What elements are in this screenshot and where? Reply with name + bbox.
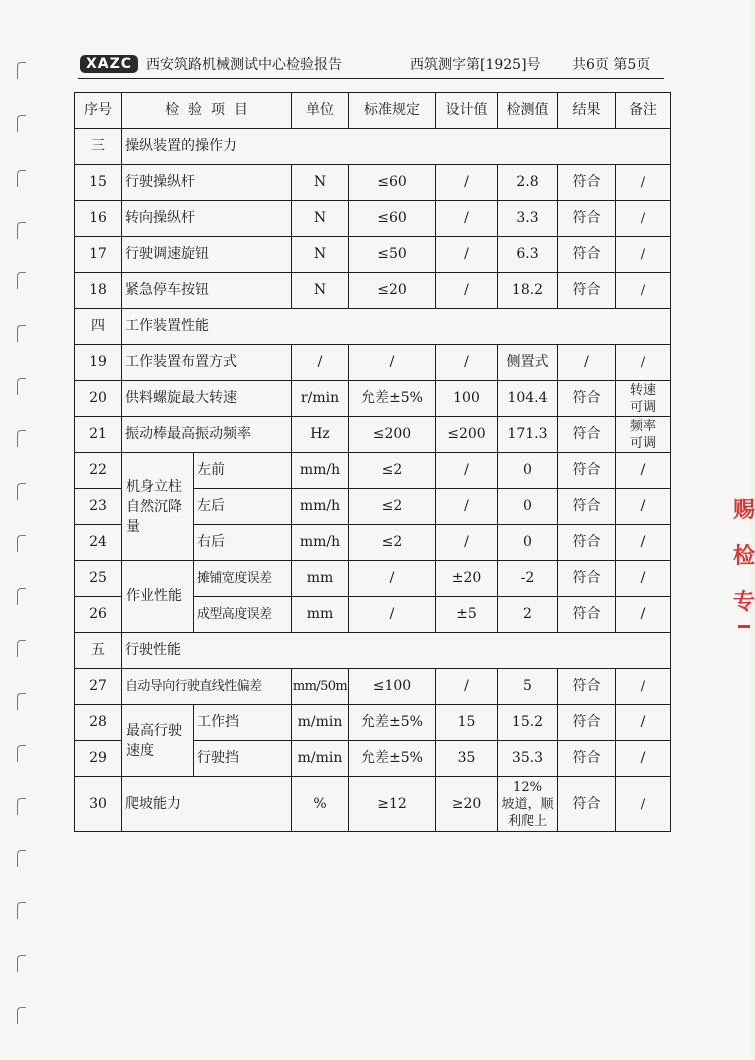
- binding-hole: [17, 115, 26, 132]
- col-header-unit: 单位: [292, 93, 349, 129]
- row-result: 符合: [558, 705, 616, 741]
- row-no: 17: [75, 237, 122, 273]
- col-header-note: 备注: [616, 93, 671, 129]
- row-result: 符合: [558, 489, 616, 525]
- table-header-row: [75, 93, 671, 129]
- row-no: 23: [75, 489, 122, 525]
- row-no: 25: [75, 561, 122, 597]
- row-design: /: [436, 345, 498, 381]
- row-no: 22: [75, 453, 122, 489]
- row-item: 行驶调速旋钮: [122, 237, 292, 273]
- binding-hole: [17, 1007, 26, 1024]
- row-result: 符合: [558, 561, 616, 597]
- binding-hole: [17, 850, 26, 867]
- report-number: 西筑测字第[1925]号: [410, 57, 541, 73]
- col-header-standard: 标准规定: [349, 93, 436, 129]
- row-standard: ≤20: [349, 273, 436, 309]
- row-no: 18: [75, 273, 122, 309]
- row-subitem: 左后: [194, 489, 292, 525]
- red-stamp-fragment: 赐 检 专: [733, 498, 755, 615]
- row-unit: m/min: [292, 741, 349, 777]
- group-label-speed: 最高行驶速度: [122, 705, 194, 777]
- row-measured: 18.2: [498, 273, 558, 309]
- row-note: /: [616, 345, 671, 381]
- binding-hole: [17, 378, 26, 395]
- table-row: [75, 453, 671, 489]
- row-standard: ≤2: [349, 453, 436, 489]
- row-design: /: [436, 489, 498, 525]
- row-design: /: [436, 669, 498, 705]
- row-result: 符合: [558, 453, 616, 489]
- page-info: 共6页 第5页: [572, 57, 651, 73]
- row-standard: ≤200: [349, 417, 436, 453]
- row-note: /: [616, 597, 671, 633]
- row-design: /: [436, 237, 498, 273]
- row-note: /: [616, 561, 671, 597]
- row-measured: 2.8: [498, 165, 558, 201]
- row-unit: Hz: [292, 417, 349, 453]
- row-standard: /: [349, 345, 436, 381]
- row-design: 15: [436, 705, 498, 741]
- row-note: /: [616, 453, 671, 489]
- section-title: 操纵装置的操作力: [122, 129, 671, 165]
- stamp-mark: [738, 625, 750, 628]
- section-row: [75, 129, 671, 165]
- row-standard: ≥12: [349, 777, 436, 832]
- row-note: 频率 可调: [616, 417, 671, 453]
- binding-hole: [17, 535, 26, 552]
- row-measured: 2: [498, 597, 558, 633]
- table-row: [75, 669, 671, 705]
- row-standard: /: [349, 561, 436, 597]
- row-design: /: [436, 273, 498, 309]
- row-design: /: [436, 165, 498, 201]
- table-row: [75, 165, 671, 201]
- binding-hole: [17, 222, 26, 239]
- row-unit: /: [292, 345, 349, 381]
- row-standard: ≤60: [349, 165, 436, 201]
- row-subitem: 行驶挡: [194, 741, 292, 777]
- row-standard: 允差±5%: [349, 705, 436, 741]
- row-standard: ≤60: [349, 201, 436, 237]
- row-design: /: [436, 453, 498, 489]
- group-label-operation: 作业性能: [122, 561, 194, 633]
- row-unit: m/min: [292, 705, 349, 741]
- row-measured: 0: [498, 453, 558, 489]
- row-note: /: [616, 669, 671, 705]
- row-result: 符合: [558, 525, 616, 561]
- binding-hole: [17, 170, 26, 187]
- col-header-design: 设计值: [436, 93, 498, 129]
- binding-hole: [17, 588, 26, 605]
- row-item: 供料螺旋最大转速: [122, 381, 292, 417]
- binding-hole: [17, 745, 26, 762]
- section-title: 工作装置性能: [122, 309, 671, 345]
- row-standard: 允差±5%: [349, 741, 436, 777]
- row-item: 紧急停车按钮: [122, 273, 292, 309]
- row-note: /: [616, 273, 671, 309]
- row-note: /: [616, 777, 671, 832]
- row-note: /: [616, 201, 671, 237]
- row-unit: r/min: [292, 381, 349, 417]
- row-unit: mm/50m: [292, 669, 349, 705]
- inspection-table: [74, 92, 671, 832]
- row-item: 振动棒最高振动频率: [122, 417, 292, 453]
- row-measured: 12% 坡道，顺 利爬上: [498, 777, 558, 832]
- row-design: ≤200: [436, 417, 498, 453]
- row-unit: N: [292, 273, 349, 309]
- row-unit: N: [292, 165, 349, 201]
- row-result: 符合: [558, 417, 616, 453]
- row-design: ±5: [436, 597, 498, 633]
- row-no: 15: [75, 165, 122, 201]
- row-item: 工作装置布置方式: [122, 345, 292, 381]
- table-row: [75, 237, 671, 273]
- row-design: ±20: [436, 561, 498, 597]
- row-no: 21: [75, 417, 122, 453]
- row-item: 自动导向行驶直线性偏差: [122, 669, 292, 705]
- row-result: 符合: [558, 273, 616, 309]
- row-design: /: [436, 201, 498, 237]
- row-subitem: 成型高度误差: [194, 597, 292, 633]
- row-result: 符合: [558, 201, 616, 237]
- row-result: 符合: [558, 237, 616, 273]
- row-no: 19: [75, 345, 122, 381]
- binding-hole: [17, 902, 26, 919]
- table-row: [75, 705, 671, 741]
- row-no: 16: [75, 201, 122, 237]
- binding-hole: [17, 272, 26, 289]
- row-standard: 允差±5%: [349, 381, 436, 417]
- section-no: 三: [75, 129, 122, 165]
- table-row: [75, 345, 671, 381]
- row-unit: N: [292, 237, 349, 273]
- row-standard: ≤2: [349, 489, 436, 525]
- row-result: 符合: [558, 741, 616, 777]
- section-row: [75, 309, 671, 345]
- section-no: 五: [75, 633, 122, 669]
- row-standard: ≤50: [349, 237, 436, 273]
- binding-hole: [17, 325, 26, 342]
- row-unit: mm/h: [292, 525, 349, 561]
- row-measured: 15.2: [498, 705, 558, 741]
- row-result: 符合: [558, 669, 616, 705]
- row-result: 符合: [558, 777, 616, 832]
- row-result: 符合: [558, 165, 616, 201]
- col-header-result: 结果: [558, 93, 616, 129]
- row-subitem: 右后: [194, 525, 292, 561]
- table-row: [75, 561, 671, 597]
- row-unit: mm/h: [292, 489, 349, 525]
- row-measured: 0: [498, 525, 558, 561]
- table-row: [75, 777, 671, 832]
- col-header-no: 序号: [75, 93, 122, 129]
- row-item: 行驶操纵杆: [122, 165, 292, 201]
- row-result: 符合: [558, 381, 616, 417]
- row-no: 29: [75, 741, 122, 777]
- row-note: /: [616, 525, 671, 561]
- row-no: 26: [75, 597, 122, 633]
- row-measured: 35.3: [498, 741, 558, 777]
- report-header: [78, 52, 664, 79]
- section-title: 行驶性能: [122, 633, 671, 669]
- row-item: 爬坡能力: [122, 777, 292, 832]
- table-row: [75, 201, 671, 237]
- row-subitem: 左前: [194, 453, 292, 489]
- row-no: 27: [75, 669, 122, 705]
- row-unit: mm/h: [292, 453, 349, 489]
- row-no: 24: [75, 525, 122, 561]
- row-note: /: [616, 741, 671, 777]
- row-measured: -2: [498, 561, 558, 597]
- col-header-item: 检 验 项 目: [122, 93, 292, 129]
- row-standard: ≤2: [349, 525, 436, 561]
- header-title: 西安筑路机械测试中心检验报告: [146, 57, 342, 73]
- row-result: /: [558, 345, 616, 381]
- row-measured: 5: [498, 669, 558, 705]
- section-no: 四: [75, 309, 122, 345]
- binding-hole: [17, 62, 26, 79]
- row-measured: 171.3: [498, 417, 558, 453]
- row-unit: %: [292, 777, 349, 832]
- row-measured: 3.3: [498, 201, 558, 237]
- row-design: 35: [436, 741, 498, 777]
- group-label-settlement: 机身立柱自然沉降量: [122, 453, 194, 561]
- row-note: 转速 可调: [616, 381, 671, 417]
- binding-hole: [17, 483, 26, 500]
- row-measured: 104.4: [498, 381, 558, 417]
- row-note: /: [616, 489, 671, 525]
- section-row: [75, 633, 671, 669]
- row-item: 转向操纵杆: [122, 201, 292, 237]
- row-result: 符合: [558, 597, 616, 633]
- binding-hole: [17, 430, 26, 447]
- col-header-measured: 检测值: [498, 93, 558, 129]
- row-measured: 侧置式: [498, 345, 558, 381]
- row-measured: 6.3: [498, 237, 558, 273]
- row-no: 28: [75, 705, 122, 741]
- row-design: ≥20: [436, 777, 498, 832]
- binding-holes: [0, 0, 40, 1060]
- row-no: 30: [75, 777, 122, 832]
- table-row: [75, 273, 671, 309]
- row-note: /: [616, 237, 671, 273]
- binding-hole: [17, 798, 26, 815]
- row-design: /: [436, 525, 498, 561]
- table-row: [75, 381, 671, 417]
- binding-hole: [17, 955, 26, 972]
- binding-hole: [17, 640, 26, 657]
- row-subitem: 工作挡: [194, 705, 292, 741]
- row-standard: ≤100: [349, 669, 436, 705]
- row-unit: N: [292, 201, 349, 237]
- row-standard: /: [349, 597, 436, 633]
- row-subitem: 摊铺宽度误差: [194, 561, 292, 597]
- row-design: 100: [436, 381, 498, 417]
- row-unit: mm: [292, 561, 349, 597]
- row-note: /: [616, 165, 671, 201]
- row-no: 20: [75, 381, 122, 417]
- row-measured: 0: [498, 489, 558, 525]
- xazc-logo: XAZC: [80, 55, 138, 73]
- row-unit: mm: [292, 597, 349, 633]
- table-row: [75, 417, 671, 453]
- binding-hole: [17, 693, 26, 710]
- row-note: /: [616, 705, 671, 741]
